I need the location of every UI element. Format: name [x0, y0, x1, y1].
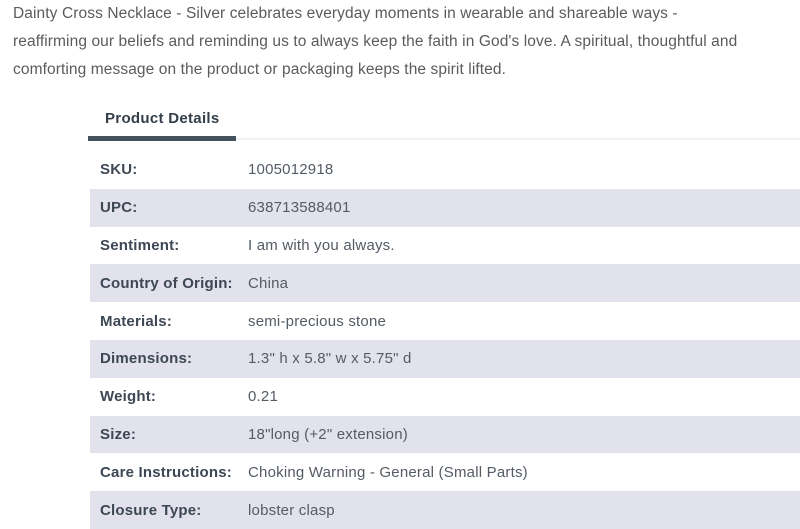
- row-value: lobster clasp: [248, 501, 335, 519]
- row-label: Materials:: [100, 312, 173, 330]
- table-row-closure-type: [90, 491, 800, 529]
- table-row-materials: [90, 302, 800, 340]
- tab-product-details[interactable]: [88, 101, 236, 141]
- row-value: China: [248, 274, 289, 292]
- row-value: 638713588401: [248, 199, 351, 217]
- tab-bar: [88, 101, 800, 141]
- row-value: 18"long (+2" extension): [248, 425, 408, 443]
- tab-product-details-label: Product Details: [105, 110, 220, 127]
- table-row-upc: [90, 189, 800, 227]
- row-label: Dimensions:: [100, 350, 193, 368]
- row-label: UPC:: [100, 199, 138, 217]
- row-label: Care Instructions:: [100, 463, 232, 481]
- row-label: SKU:: [100, 161, 138, 179]
- row-value: Choking Warning - General (Small Parts): [248, 463, 528, 481]
- table-row-weight: [90, 378, 800, 416]
- product-details-table: [90, 151, 800, 529]
- row-value: semi-precious stone: [248, 312, 387, 330]
- table-row-sentiment: [90, 227, 800, 265]
- row-value: 1.3" h x 5.8" w x 5.75" d: [248, 350, 412, 368]
- row-value: 1005012918: [248, 161, 334, 179]
- row-value: I am with you always.: [248, 236, 395, 254]
- row-label: Size:: [100, 425, 137, 443]
- table-row-care-instructions: [90, 453, 800, 491]
- table-row-size: [90, 416, 800, 454]
- row-label: Country of Origin:: [100, 274, 233, 292]
- row-value: 0.21: [248, 388, 278, 406]
- table-row-sku: [90, 151, 800, 189]
- row-label: Closure Type:: [100, 501, 202, 519]
- table-row-country-of-origin: [90, 264, 800, 302]
- row-label: Sentiment:: [100, 236, 180, 254]
- row-label: Weight:: [100, 388, 157, 406]
- table-row-dimensions: [90, 340, 800, 378]
- product-description: Dainty Cross Necklace - Silver celebrates everyday moments in wearable and shareable ways - reaffirming our beliefs and reminding us to always keep the faith in God's love. A spiritual, thoughtful and comforting message on the product or packaging keeps the spirit lifted.: [13, 5, 738, 78]
